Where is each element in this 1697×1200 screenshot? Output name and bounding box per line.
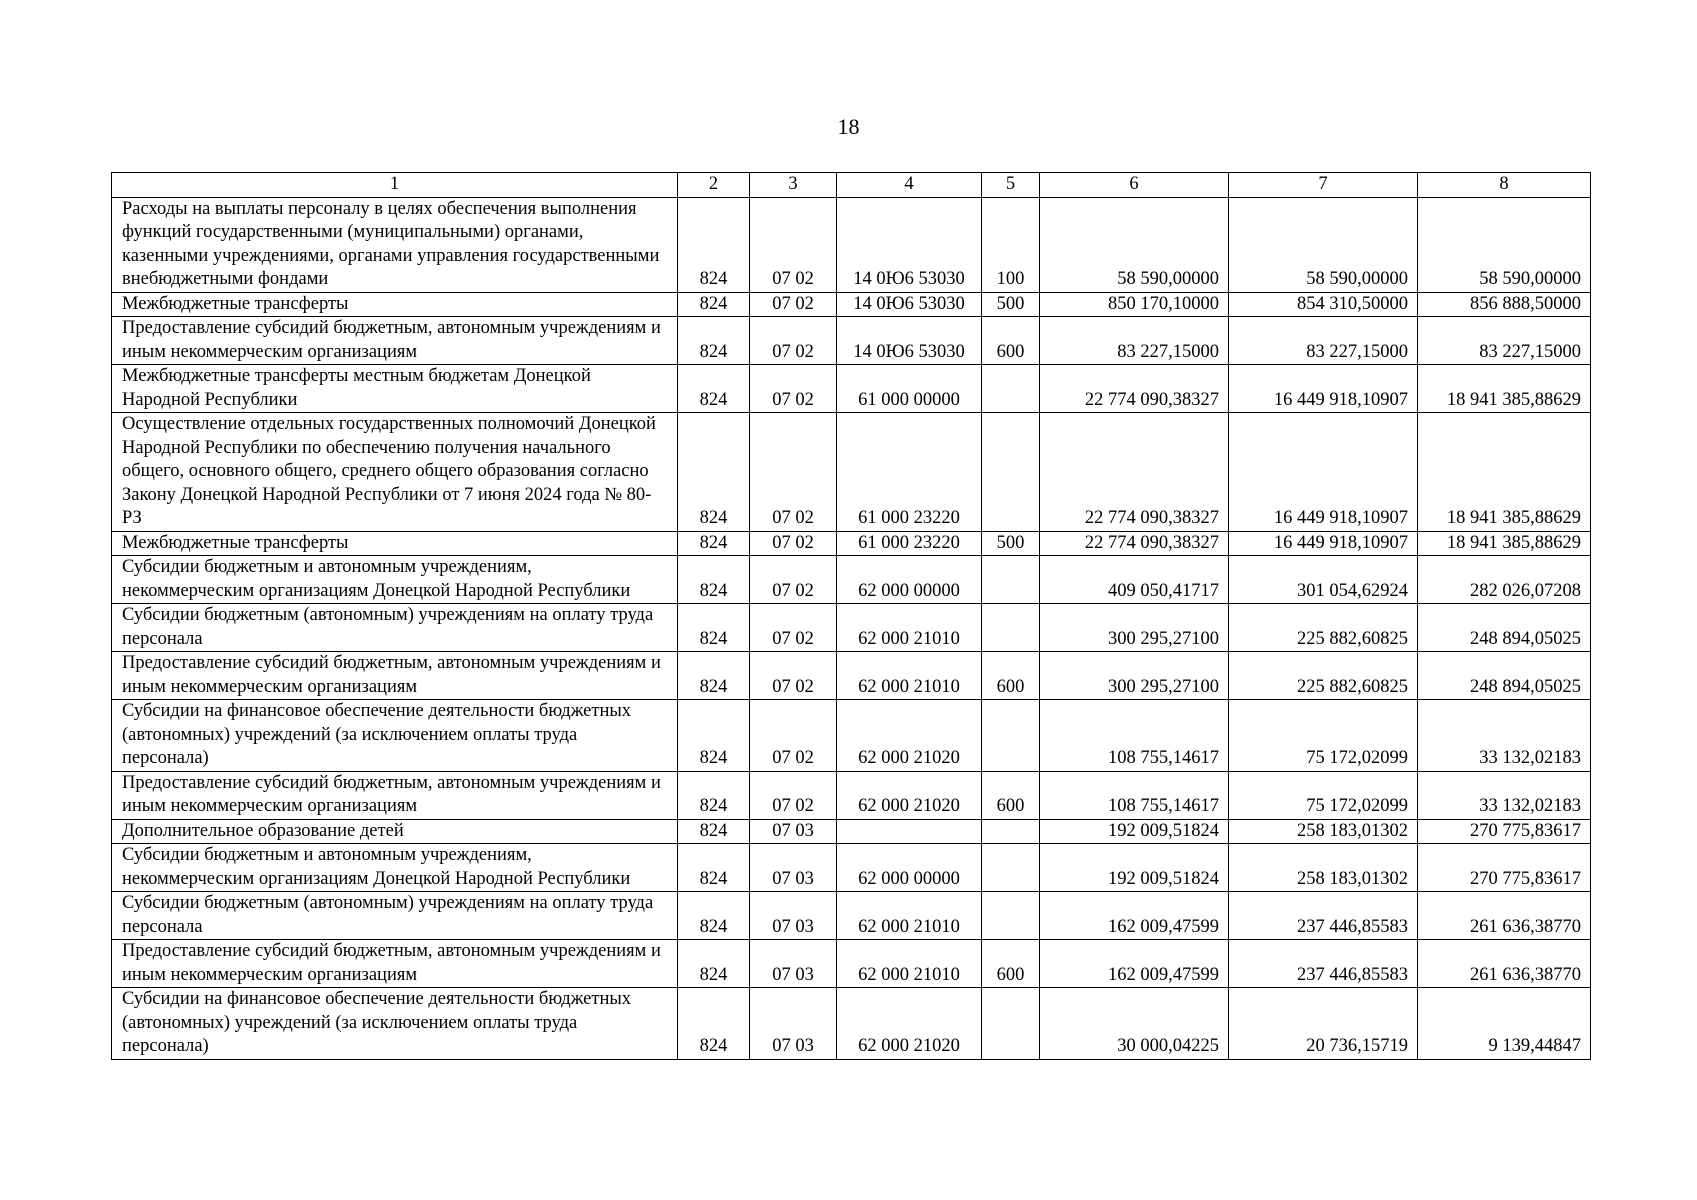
expense-type-cell — [982, 819, 1040, 844]
expense-type-cell — [982, 413, 1040, 532]
section-code-cell: 07 03 — [750, 892, 837, 940]
expense-type-cell: 500 — [982, 292, 1040, 317]
expense-type-cell — [982, 700, 1040, 772]
expense-type-cell — [982, 988, 1040, 1060]
amount-cell: 248 894,05025 — [1418, 604, 1591, 652]
ministry-code-cell: 824 — [678, 556, 750, 604]
amount-cell: 58 590,00000 — [1229, 197, 1418, 292]
column-number: 7 — [1229, 173, 1418, 198]
amount-cell: 108 755,14617 — [1040, 771, 1229, 819]
amount-cell: 261 636,38770 — [1418, 940, 1591, 988]
column-number: 5 — [982, 173, 1040, 198]
section-code-cell: 07 02 — [750, 556, 837, 604]
expense-name-cell: Субсидии бюджетным и автономным учреждениям, некоммерческим организациям Донецкой Народной Республики — [112, 556, 678, 604]
section-code-cell: 07 02 — [750, 652, 837, 700]
section-code-cell: 07 03 — [750, 988, 837, 1060]
amount-cell: 300 295,27100 — [1040, 604, 1229, 652]
amount-cell: 162 009,47599 — [1040, 940, 1229, 988]
target-article-cell: 62 000 21010 — [837, 652, 982, 700]
table-row — [112, 892, 1591, 940]
table-row — [112, 197, 1591, 292]
section-code-cell: 07 02 — [750, 604, 837, 652]
table-row — [112, 292, 1591, 317]
column-number: 1 — [112, 173, 678, 198]
amount-cell: 225 882,60825 — [1229, 604, 1418, 652]
section-code-cell: 07 02 — [750, 700, 837, 772]
target-article-cell: 61 000 00000 — [837, 365, 982, 413]
ministry-code-cell: 824 — [678, 365, 750, 413]
target-article-cell: 14 0Ю6 53030 — [837, 197, 982, 292]
expense-type-cell — [982, 844, 1040, 892]
target-article-cell: 61 000 23220 — [837, 413, 982, 532]
ministry-code-cell: 824 — [678, 819, 750, 844]
amount-cell: 854 310,50000 — [1229, 292, 1418, 317]
amount-cell: 30 000,04225 — [1040, 988, 1229, 1060]
expense-name-cell: Предоставление субсидий бюджетным, автономным учреждениям и иным некоммерческим организациям — [112, 317, 678, 365]
target-article-cell: 62 000 21010 — [837, 940, 982, 988]
table-row — [112, 317, 1591, 365]
table-row — [112, 700, 1591, 772]
table-row — [112, 988, 1591, 1060]
amount-cell: 75 172,02099 — [1229, 700, 1418, 772]
amount-cell: 16 449 918,10907 — [1229, 531, 1418, 556]
amount-cell: 83 227,15000 — [1229, 317, 1418, 365]
target-article-cell: 14 0Ю6 53030 — [837, 292, 982, 317]
ministry-code-cell: 824 — [678, 604, 750, 652]
ministry-code-cell: 824 — [678, 892, 750, 940]
amount-cell: 18 941 385,88629 — [1418, 531, 1591, 556]
expense-type-cell — [982, 892, 1040, 940]
section-code-cell: 07 03 — [750, 940, 837, 988]
amount-cell: 83 227,15000 — [1040, 317, 1229, 365]
amount-cell: 192 009,51824 — [1040, 819, 1229, 844]
expense-name-cell: Дополнительное образование детей — [112, 819, 678, 844]
section-code-cell: 07 02 — [750, 771, 837, 819]
section-code-cell: 07 03 — [750, 819, 837, 844]
ministry-code-cell: 824 — [678, 413, 750, 532]
amount-cell: 248 894,05025 — [1418, 652, 1591, 700]
target-article-cell: 62 000 21010 — [837, 892, 982, 940]
table-row — [112, 819, 1591, 844]
ministry-code-cell: 824 — [678, 197, 750, 292]
amount-cell: 16 449 918,10907 — [1229, 365, 1418, 413]
target-article-cell: 62 000 00000 — [837, 844, 982, 892]
amount-cell: 18 941 385,88629 — [1418, 413, 1591, 532]
amount-cell: 237 446,85583 — [1229, 892, 1418, 940]
target-article-cell: 62 000 21020 — [837, 988, 982, 1060]
amount-cell: 258 183,01302 — [1229, 844, 1418, 892]
ministry-code-cell: 824 — [678, 700, 750, 772]
amount-cell: 22 774 090,38327 — [1040, 365, 1229, 413]
column-number: 6 — [1040, 173, 1229, 198]
target-article-cell: 14 0Ю6 53030 — [837, 317, 982, 365]
expense-type-cell — [982, 556, 1040, 604]
column-number: 2 — [678, 173, 750, 198]
table-row — [112, 652, 1591, 700]
amount-cell: 270 775,83617 — [1418, 844, 1591, 892]
budget-table — [111, 172, 1591, 1060]
amount-cell: 75 172,02099 — [1229, 771, 1418, 819]
ministry-code-cell: 824 — [678, 940, 750, 988]
target-article-cell: 61 000 23220 — [837, 531, 982, 556]
ministry-code-cell: 824 — [678, 317, 750, 365]
section-code-cell: 07 02 — [750, 292, 837, 317]
ministry-code-cell: 824 — [678, 771, 750, 819]
expense-type-cell: 600 — [982, 317, 1040, 365]
table-row — [112, 771, 1591, 819]
expense-name-cell: Предоставление субсидий бюджетным, автономным учреждениям и иным некоммерческим организациям — [112, 652, 678, 700]
expense-name-cell: Межбюджетные трансферты местным бюджетам Донецкой Народной Республики — [112, 365, 678, 413]
section-code-cell: 07 03 — [750, 844, 837, 892]
table-row — [112, 413, 1591, 532]
expense-type-cell: 600 — [982, 652, 1040, 700]
table-row — [112, 844, 1591, 892]
amount-cell: 58 590,00000 — [1418, 197, 1591, 292]
expense-type-cell: 600 — [982, 771, 1040, 819]
target-article-cell: 62 000 00000 — [837, 556, 982, 604]
expense-name-cell: Субсидии бюджетным (автономным) учреждениям на оплату труда персонала — [112, 604, 678, 652]
section-code-cell: 07 02 — [750, 413, 837, 532]
ministry-code-cell: 824 — [678, 652, 750, 700]
expense-name-cell: Субсидии на финансовое обеспечение деятельности бюджетных (автономных) учреждений (за исключением оплаты труда персонала) — [112, 700, 678, 772]
expense-type-cell: 500 — [982, 531, 1040, 556]
amount-cell: 162 009,47599 — [1040, 892, 1229, 940]
table-row — [112, 940, 1591, 988]
section-code-cell: 07 02 — [750, 317, 837, 365]
amount-cell: 856 888,50000 — [1418, 292, 1591, 317]
table-row — [112, 604, 1591, 652]
amount-cell: 301 054,62924 — [1229, 556, 1418, 604]
section-code-cell: 07 02 — [750, 531, 837, 556]
ministry-code-cell: 824 — [678, 292, 750, 317]
amount-cell: 58 590,00000 — [1040, 197, 1229, 292]
amount-cell: 282 026,07208 — [1418, 556, 1591, 604]
ministry-code-cell: 824 — [678, 531, 750, 556]
page-number: 18 — [837, 114, 860, 139]
target-article-cell: 62 000 21010 — [837, 604, 982, 652]
amount-cell: 225 882,60825 — [1229, 652, 1418, 700]
amount-cell: 33 132,02183 — [1418, 700, 1591, 772]
amount-cell: 33 132,02183 — [1418, 771, 1591, 819]
column-number: 4 — [837, 173, 982, 198]
expense-name-cell: Расходы на выплаты персоналу в целях обеспечения выполнения функций государственными (муниципальными) органами, казенными учреждениями, органами управления государственными внебюджетными фондами — [112, 197, 678, 292]
amount-cell: 22 774 090,38327 — [1040, 531, 1229, 556]
amount-cell: 16 449 918,10907 — [1229, 413, 1418, 532]
amount-cell: 237 446,85583 — [1229, 940, 1418, 988]
expense-name-cell: Межбюджетные трансферты — [112, 531, 678, 556]
expense-type-cell — [982, 604, 1040, 652]
column-number-row — [112, 173, 1591, 198]
column-number: 3 — [750, 173, 837, 198]
amount-cell: 409 050,41717 — [1040, 556, 1229, 604]
expense-name-cell: Предоставление субсидий бюджетным, автономным учреждениям и иным некоммерческим организациям — [112, 771, 678, 819]
expense-name-cell: Межбюджетные трансферты — [112, 292, 678, 317]
table-row — [112, 531, 1591, 556]
amount-cell: 300 295,27100 — [1040, 652, 1229, 700]
expense-name-cell: Осуществление отдельных государственных полномочий Донецкой Народной Республики по обеспечению получения начального общего, основного общего, среднего общего образования согласно Закону Донецкой Народной Республики от 7 июня 2024 года № 80-РЗ — [112, 413, 678, 532]
expense-type-cell: 100 — [982, 197, 1040, 292]
ministry-code-cell: 824 — [678, 988, 750, 1060]
amount-cell: 261 636,38770 — [1418, 892, 1591, 940]
amount-cell: 18 941 385,88629 — [1418, 365, 1591, 413]
expense-type-cell: 600 — [982, 940, 1040, 988]
amount-cell: 108 755,14617 — [1040, 700, 1229, 772]
amount-cell: 192 009,51824 — [1040, 844, 1229, 892]
target-article-cell: 62 000 21020 — [837, 771, 982, 819]
expense-name-cell: Субсидии на финансовое обеспечение деятельности бюджетных (автономных) учреждений (за исключением оплаты труда персонала) — [112, 988, 678, 1060]
column-number: 8 — [1418, 173, 1591, 198]
amount-cell: 83 227,15000 — [1418, 317, 1591, 365]
amount-cell: 258 183,01302 — [1229, 819, 1418, 844]
expense-name-cell: Субсидии бюджетным (автономным) учреждениям на оплату труда персонала — [112, 892, 678, 940]
ministry-code-cell: 824 — [678, 844, 750, 892]
expense-name-cell: Предоставление субсидий бюджетным, автономным учреждениям и иным некоммерческим организациям — [112, 940, 678, 988]
amount-cell: 9 139,44847 — [1418, 988, 1591, 1060]
expense-type-cell — [982, 365, 1040, 413]
section-code-cell: 07 02 — [750, 197, 837, 292]
amount-cell: 20 736,15719 — [1229, 988, 1418, 1060]
amount-cell: 270 775,83617 — [1418, 819, 1591, 844]
table-body — [112, 173, 1591, 1060]
amount-cell: 22 774 090,38327 — [1040, 413, 1229, 532]
target-article-cell: 62 000 21020 — [837, 700, 982, 772]
section-code-cell: 07 02 — [750, 365, 837, 413]
amount-cell: 850 170,10000 — [1040, 292, 1229, 317]
table-row — [112, 365, 1591, 413]
target-article-cell — [837, 819, 982, 844]
expense-name-cell: Субсидии бюджетным и автономным учреждениям, некоммерческим организациям Донецкой Народной Республики — [112, 844, 678, 892]
table-row — [112, 556, 1591, 604]
